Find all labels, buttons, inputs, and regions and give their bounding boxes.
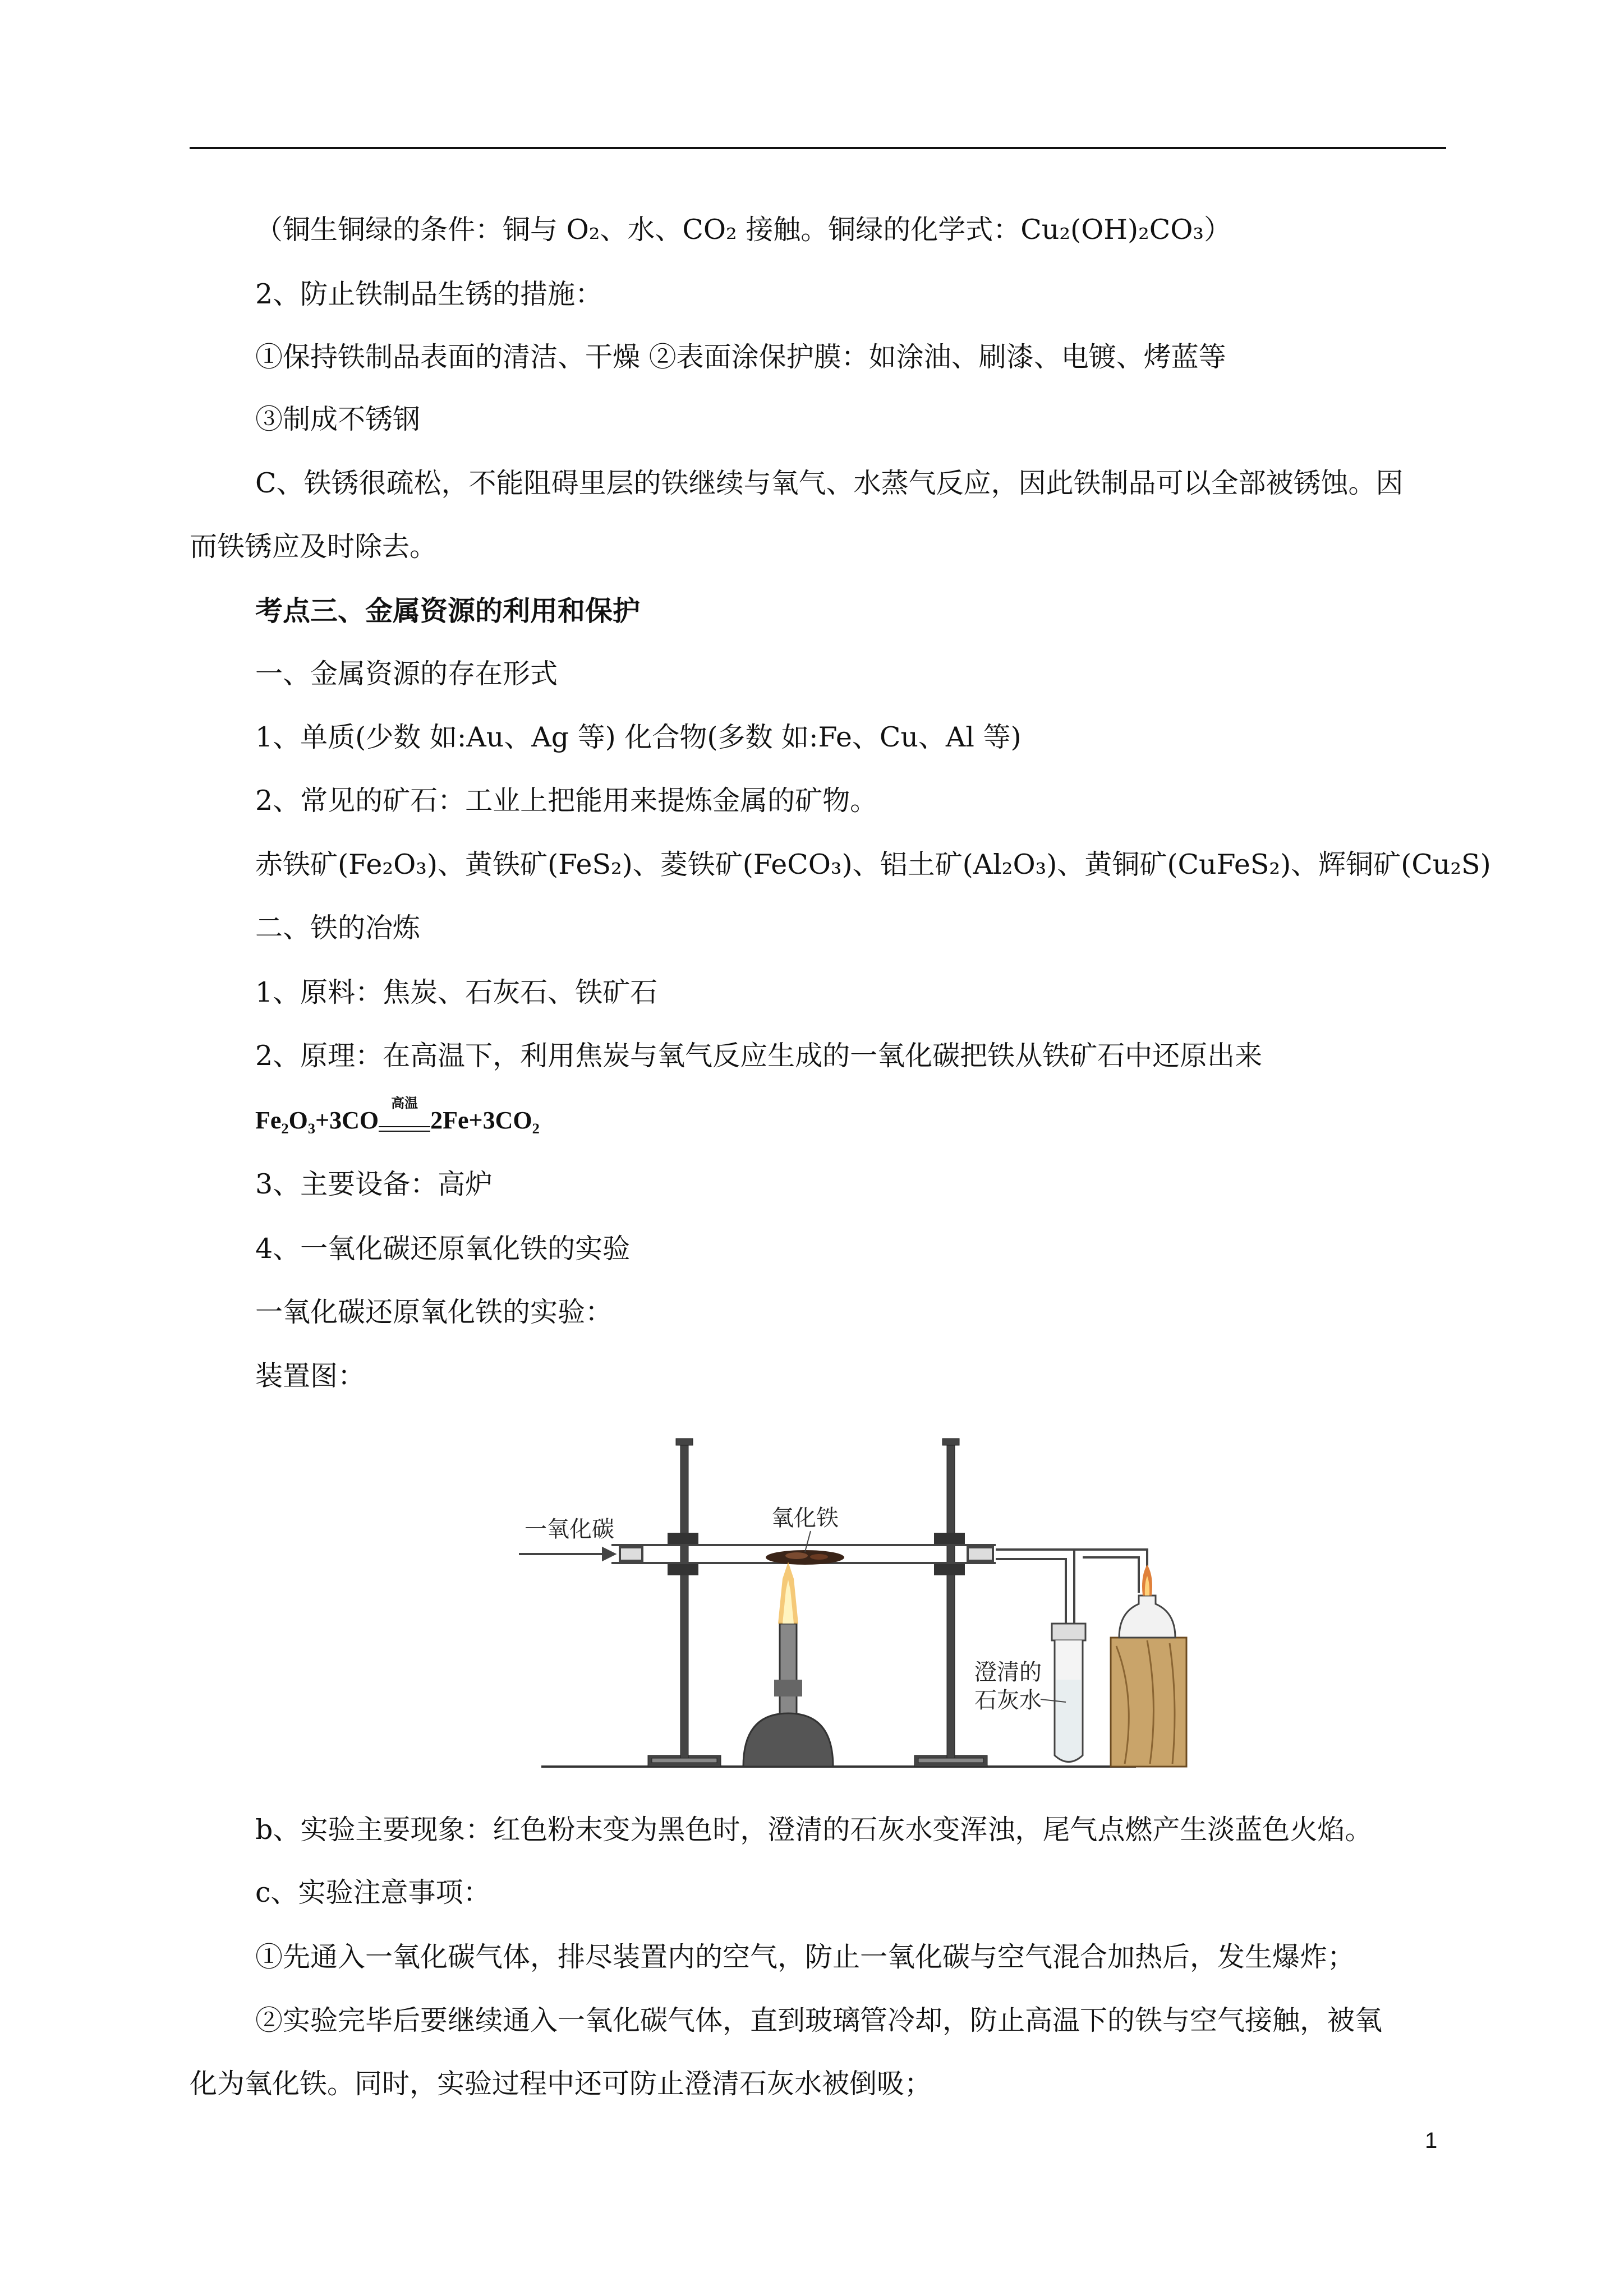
test-tube: [1052, 1624, 1085, 1762]
paragraph-precaution-2a: ②实验完毕后要继续通入一氧化碳气体，直到玻璃管冷却，防止高温下的铁与空气接触，被氧: [255, 2004, 1383, 2036]
paragraph-rust-loose-2: 而铁锈应及时除去。: [190, 531, 438, 563]
equation-condition-arrow: [379, 1096, 430, 1137]
equation-products: 2Fe+3CO₂: [430, 1106, 540, 1134]
paragraph-element-compound: 1、单质(少数 如:Au、Ag 等) 化合物(多数 如:Fe、Cu、Al 等): [255, 721, 1022, 753]
paragraph-iron-smelting: 二、铁的冶炼: [255, 912, 421, 944]
paragraph-precaution-2b: 化为氧化铁。同时，实验过程中还可防止澄清石灰水被倒吸；: [190, 2068, 932, 2100]
paragraph-copper-patina: （铜生铜绿的条件：铜与 O₂、水、CO₂ 接触。铜绿的化学式：Cu₂(OH)₂CO₃）: [255, 214, 1232, 246]
section-heading-metal-resources: 考点三、金属资源的利用和保护: [255, 595, 641, 627]
paragraph-ore-list: 赤铁矿(Fe₂O₃)、黄铁矿(FeS₂)、菱铁矿(FeCO₃)、铝土矿(Al₂O₃)、黄铜矿(CuFeS₂)、辉铜矿(Cu₂S): [255, 849, 1491, 880]
paragraph-apparatus-label: 装置图：: [255, 1360, 366, 1392]
paragraph-main-equipment: 3、主要设备：高炉: [255, 1168, 493, 1200]
paragraph-stainless-steel: ③制成不锈钢: [255, 403, 421, 435]
equation-reactants: Fe₂O₃+3CO: [255, 1106, 379, 1134]
paragraph-co-experiment: 一氧化碳还原氧化铁的实验：: [255, 1296, 613, 1328]
paragraph-raw-materials: 1、原料：焦炭、石灰石、铁矿石: [255, 976, 658, 1008]
alcohol-lamp: [1111, 1565, 1186, 1767]
label-limewater-2: 石灰水: [974, 1688, 1042, 1713]
left-iron-stand: [648, 1439, 721, 1767]
paragraph-co-experiment-title: 4、一氧化碳还原氧化铁的实验: [255, 1233, 631, 1265]
right-iron-stand: [914, 1439, 987, 1767]
gas-inlet-arrow: [519, 1548, 614, 1560]
header-rule: [190, 147, 1446, 149]
paragraph-phenomenon: b、实验主要现象：红色粉末变为黑色时，澄清的石灰水变浑浊，尾气点燃产生淡蓝色火焰。: [255, 1814, 1373, 1846]
paragraph-rust-loose-1: C、铁锈很疏松，不能阻碍里层的铁继续与氧气、水蒸气反应，因此铁制品可以全部被锈蚀。因: [255, 467, 1404, 499]
paragraph-precautions-title: c、实验注意事项：: [255, 1877, 491, 1908]
page-number: 1: [1425, 2128, 1438, 2153]
equation-condition: 高温: [391, 1096, 418, 1111]
label-iron-oxide: 氧化铁: [771, 1505, 839, 1531]
bunsen-burner: [743, 1562, 833, 1767]
paragraph-rust-prevention-title: 2、防止铁制品生锈的措施：: [255, 278, 603, 310]
iron-oxide-powder: [766, 1550, 844, 1565]
label-carbon-monoxide: 一氧化碳: [525, 1516, 614, 1542]
label-limewater-1: 澄清的: [974, 1659, 1042, 1685]
apparatus-diagram: [519, 1433, 1450, 1772]
paragraph-precaution-1: ①先通入一氧化碳气体，排尽装置内的空气，防止一氧化碳与空气混合加热后，发生爆炸；: [255, 1941, 1355, 1973]
paragraph-existence-forms: 一、金属资源的存在形式: [255, 658, 558, 690]
paragraph-rust-prevention-measures: ①保持铁制品表面的清洁、干燥 ②表面涂保护膜：如涂油、刷漆、电镀、烤蓝等: [255, 341, 1226, 373]
chemical-equation: [255, 1096, 540, 1137]
paragraph-common-ores: 2、常见的矿石：工业上把能用来提炼金属的矿物。: [255, 785, 878, 817]
paragraph-principle: 2、原理：在高温下，利用焦炭与氧气反应生成的一氧化碳把铁从铁矿石中还原出来: [255, 1040, 1263, 1072]
